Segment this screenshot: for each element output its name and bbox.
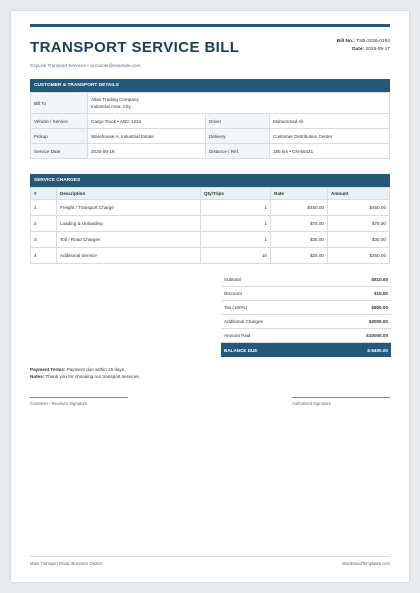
balance-due-label: BALANCE DUE	[221, 343, 326, 358]
authorized-signature-line	[292, 397, 390, 398]
table-row	[31, 248, 390, 264]
row-qty: 10	[201, 248, 271, 264]
customer-signature-line	[30, 397, 128, 398]
distance-value: 185 km • CN-55421	[270, 144, 390, 159]
discount-value: $10.00	[326, 287, 391, 301]
charges-section	[30, 174, 390, 264]
amount-paid-row	[221, 329, 391, 343]
bill-no-label: Bill No.:	[336, 39, 355, 44]
notes: Thank you for choosing our transport services.	[45, 374, 140, 379]
details-heading: CUSTOMER & TRANSPORT DETAILS	[30, 79, 390, 92]
tax-label: Tax (100%)	[221, 301, 326, 315]
charges-header-row	[31, 188, 390, 200]
col-rate: Rate	[271, 188, 328, 200]
col-no: #	[31, 188, 57, 200]
notes-label: Notes:	[30, 374, 45, 379]
tax-row	[221, 301, 391, 315]
customer-signature-label: Customer / Receiver Signature	[30, 401, 88, 406]
charges-table	[30, 187, 390, 264]
discount-label: Discount	[221, 287, 326, 301]
subtotal-label: Subtotal	[221, 273, 326, 287]
top-accent-bar	[30, 24, 390, 27]
bill-to-label: Bill To	[31, 93, 88, 114]
row-description: Toll / Road Charges	[57, 232, 201, 248]
date-label: Date:	[352, 46, 365, 52]
row-qty: 1	[201, 216, 271, 232]
pickup-value: Warehouse A, Industrial Estate	[88, 129, 206, 144]
discount-row	[221, 287, 391, 301]
row-description: Loading & Unloading	[57, 216, 201, 232]
row-rate: $35.00	[271, 232, 328, 248]
service-date-value: 2026-09-16	[88, 144, 206, 159]
company-contact-line: CityLink Transport Services • accounts@example.com	[30, 63, 141, 68]
additional-charges-label: Additional Charges	[221, 315, 326, 329]
table-row	[31, 216, 390, 232]
details-section	[30, 79, 390, 159]
row-no: 4	[31, 248, 57, 264]
subtotal-value: $810.00	[326, 273, 391, 287]
vehicle-label: Vehicle / Service	[31, 114, 88, 129]
charges-heading: SERVICE CHARGES	[30, 174, 390, 187]
page-title: TRANSPORT SERVICE BILL	[30, 39, 240, 56]
driver-label: Driver	[206, 114, 270, 129]
bill-to-name: Atlas Trading Company	[91, 97, 139, 102]
vehicle-value: Cargo Truck • ABC-1234	[88, 114, 206, 129]
amount-paid-value: $10000.00	[326, 329, 391, 343]
row-amount: $35.00	[328, 232, 390, 248]
bill-to-address: Industrial Area, City	[91, 104, 131, 109]
details-row-pickup	[31, 129, 390, 144]
subtotal-row	[221, 273, 391, 287]
payment-terms: Payment due within 15 days.	[66, 367, 126, 372]
amount-paid-label: Amount Paid	[221, 329, 326, 343]
delivery-value: Customer Distribution Center	[270, 129, 390, 144]
balance-due-value: $-8400.00	[326, 343, 391, 358]
row-qty: 1	[201, 200, 271, 216]
col-description: Description	[57, 188, 201, 200]
details-row-billto	[31, 93, 390, 114]
totals-table	[221, 273, 391, 357]
terms-block	[30, 366, 140, 380]
row-no: 2	[31, 216, 57, 232]
authorized-signature-label: Authorized Signature	[292, 401, 332, 406]
row-amount: $250.00	[328, 248, 390, 264]
row-no: 1	[31, 200, 57, 216]
details-row-service-date	[31, 144, 390, 159]
table-row	[31, 200, 390, 216]
bill-no: TSB-2026-0184	[356, 39, 390, 44]
distance-label: Distance / Ref.	[206, 144, 270, 159]
driver-value: Muhammad Ali	[270, 114, 390, 129]
row-rate: $25.00	[271, 248, 328, 264]
pickup-label: Pickup	[31, 129, 88, 144]
bill-page	[11, 11, 409, 582]
row-no: 3	[31, 232, 57, 248]
balance-due-row	[221, 343, 391, 358]
footer-divider	[30, 556, 390, 557]
bill-date: 2026-09-17	[365, 46, 390, 52]
delivery-label: Delivery	[206, 129, 270, 144]
row-qty: 1	[201, 232, 271, 248]
row-description: Freight / Transport Charge	[57, 200, 201, 216]
service-date-label: Service Date	[31, 144, 88, 159]
row-amount: $450.00	[328, 200, 390, 216]
payment-terms-label: Payment Terms:	[30, 367, 66, 372]
footer-site: WordSaudTemplates.com	[342, 561, 390, 566]
details-row-vehicle	[31, 114, 390, 129]
table-row	[31, 232, 390, 248]
additional-charges-row	[221, 315, 391, 329]
col-qty: Qty/Trips	[201, 188, 271, 200]
row-amount: $75.00	[328, 216, 390, 232]
footer-address: Main Transport Road, Business District	[30, 561, 103, 566]
bill-to-value	[88, 93, 390, 114]
details-table	[30, 92, 390, 159]
tax-value: $800.00	[326, 301, 391, 315]
row-rate: $450.00	[271, 200, 328, 216]
row-description: Additional Service	[57, 248, 201, 264]
bill-info	[337, 38, 390, 53]
col-amount: Amount	[328, 188, 390, 200]
additional-charges-value: $3000.00	[326, 315, 391, 329]
row-rate: $75.00	[271, 216, 328, 232]
